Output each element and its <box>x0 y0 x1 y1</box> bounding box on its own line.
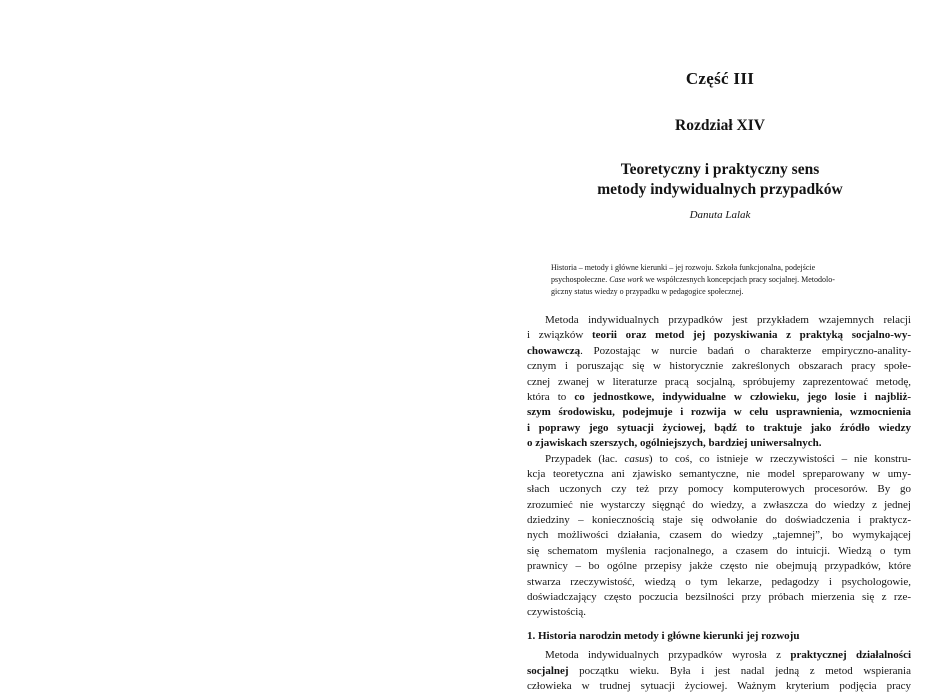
chapter-heading: Rozdział XIV <box>675 117 765 134</box>
paragraph-1: Metoda indywidualnych przypadków jest przykładem wzajemnych relacji i związków teorii oraz metod jej pozyskiwania z praktyką socjalno-wy- chowawczą. Pozostając w nurcie badań o charakterze empiryczno-anality- cznym i poruszając się w historycznie zakreślonych obszarach pracy społe- cznej zwanej w literaturze pracą socjalną, spróbujemy zaprezentować metodę, która to co jednostkowe, indywidualne w człowieku, jego losie i najbliż- szym środowisku, podejmuje i rozwija w celu usprawnienia, wzmocnienia i poprawy jego sytuacji życiowej, bądź to traktuje jako źródło wiedzy o zjawiskach szerszych, ogólniejszych, bardziej uniwersalnych. <box>527 314 911 450</box>
paragraph-2: Przypadek (łac. casus) to coś, co istnieje w rzeczywistości – nie konstru- kcja teoretyczna ani zjawisko semantyczne, nie model spreparowany w umy- słach uczonych czy też przy pomocy komputerowych procesorów. By go zrozumieć nie wystarczy sięgnąć do wiedzy, a zwłaszcza do wiedzy z jednej dziedziny – koniecznością staje się odwołanie do doświadczenia i praktycz- nych możliwości działania, czasem do wiedzy „tajemnej”, bo wymykającej się schematom myślenia racjonalnego, a czasem do intuicji. Wiedzą o tym prawnicy – bo ogólne przepisy jakże często nie obejmują przypadków, które stwarza rzeczywistość, wiedzą o tym lekarze, pedagodzy i psychologowie, doświadczający często poczucia bezsilności przy próbach mierzenia się z rze- czywistością. <box>527 452 911 619</box>
section-heading: 1. Historia narodzin metody i główne kierunki jej rozwoju <box>527 629 800 642</box>
body-text <box>527 313 911 694</box>
author-name: Danuta Lalak <box>689 209 751 221</box>
chapter-abstract <box>551 262 912 298</box>
abstract-line-3: giczny status wiedzy o przypadku w pedagogice społecznej. <box>551 287 744 296</box>
abstract-line-1: Historia – metody i główne kierunki – jej rozwoju. Szkoła funkcjonalna, podejście <box>551 263 816 272</box>
paragraph-3: Metoda indywidualnych przypadków wyrosła z praktycznej działalności socjalnej początku wieku. Była i jest nadal jedną z metod wspierania człowieka w trudnej sytuacji życiowej. Ważnym kryterium podjęcia pracy <box>527 649 912 692</box>
part-heading: Część III <box>685 69 755 88</box>
chapter-title <box>528 160 912 200</box>
chapter-title-line-2: metody indywidualnych przypadków <box>597 181 843 198</box>
chapter-title-line-1: Teoretyczny i praktyczny sens <box>620 161 820 178</box>
abstract-line-2: psychospołeczne. Case work we współczesnych koncepcjach pracy socjalnej. Metodolo- <box>551 275 835 284</box>
